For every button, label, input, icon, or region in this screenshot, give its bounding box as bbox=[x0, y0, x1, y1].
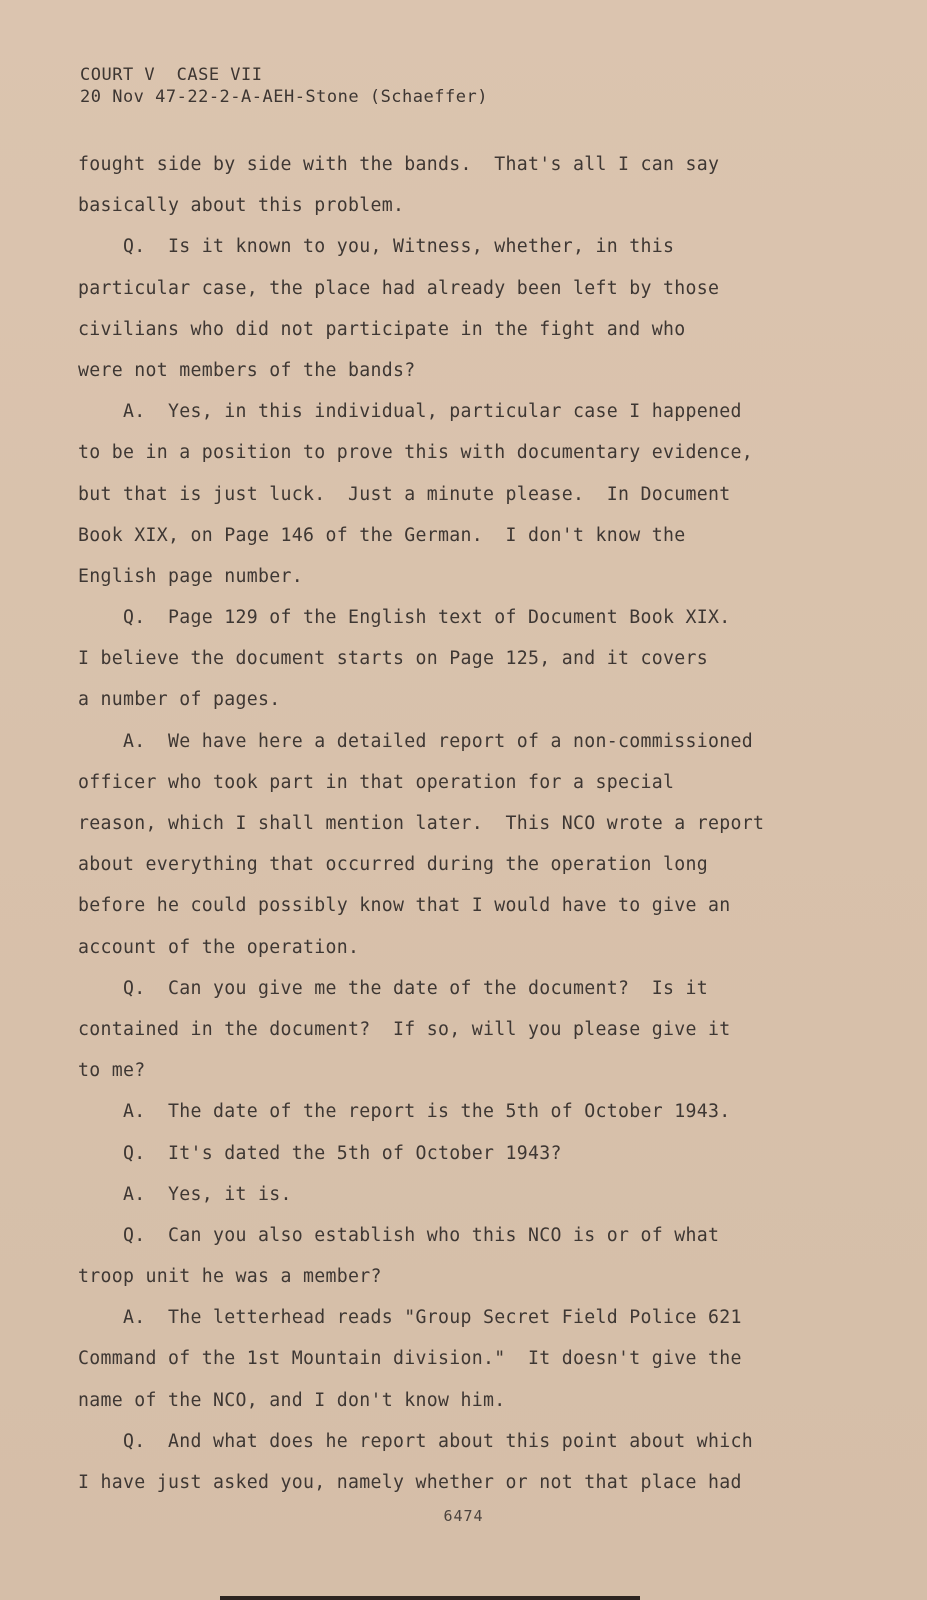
transcript-line: reason, which I shall mention later. This NCO wrote a report bbox=[78, 813, 765, 834]
transcript-line: Q. It's dated the 5th of October 1943? bbox=[78, 1142, 562, 1164]
transcript-line: Command of the 1st Mountain division." It doesn't give the bbox=[78, 1348, 742, 1370]
transcript-line: A. The date of the report is the 5th of October 1943. bbox=[78, 1101, 731, 1123]
transcript-line: A. Yes, it is. bbox=[78, 1183, 292, 1205]
transcript-line: Book XIX, on Page 146 of the German. I don't know the bbox=[78, 524, 686, 546]
transcript-line: civilians who did not participate in the fight and who bbox=[78, 318, 686, 340]
transcript-line: to be in a position to prove this with documentary evidence, bbox=[78, 442, 753, 464]
transcript-line: Q. And what does he report about this point about which bbox=[78, 1430, 753, 1452]
header-date-reference: 20 Nov 47-22-2-A-AEH-Stone (Schaeffer) bbox=[80, 87, 488, 107]
page-bottom-edge bbox=[220, 1596, 640, 1600]
transcript-line: contained in the document? If so, will you please give it bbox=[78, 1018, 731, 1040]
transcript-line: account of the operation. bbox=[78, 936, 360, 958]
transcript-line: Q. Is it known to you, Witness, whether, in this bbox=[78, 236, 675, 258]
transcript-line: A. The letterhead reads "Group Secret Field Police 621 bbox=[78, 1307, 742, 1329]
transcript-line: fought side by side with the bands. That's all I can say bbox=[78, 154, 720, 175]
transcript-line: English page number. bbox=[78, 565, 303, 587]
transcript-line: Q. Can you also establish who this NCO is or of what bbox=[78, 1224, 720, 1246]
transcript-line: I believe the document starts on Page 125, and it covers bbox=[78, 648, 708, 670]
transcript-line: a number of pages. bbox=[78, 689, 281, 711]
transcript-line: Q. Page 129 of the English text of Document Book XIX. bbox=[78, 607, 731, 629]
transcript-line: I have just asked you, namely whether or not that place had bbox=[78, 1472, 742, 1493]
transcript-line: officer who took part in that operation for a special bbox=[78, 771, 675, 793]
transcript-line: were not members of the bands? bbox=[78, 359, 416, 381]
transcript-line: but that is just luck. Just a minute please. In Document bbox=[78, 483, 731, 505]
transcript-line: A. We have here a detailed report of a non-commissioned bbox=[78, 730, 753, 752]
transcript-line: A. Yes, in this individual, particular case I happened bbox=[78, 401, 742, 423]
page-number: 6474 bbox=[443, 1507, 484, 1525]
document-header bbox=[80, 64, 488, 108]
transcript-line: troop unit he was a member? bbox=[78, 1266, 382, 1288]
transcript-line: about everything that occurred during the operation long bbox=[78, 854, 708, 876]
transcript-line: Q. Can you give me the date of the document? Is it bbox=[78, 977, 708, 999]
transcript-line: basically about this problem. bbox=[78, 195, 405, 217]
transcript-line: particular case, the place had already been left by those bbox=[78, 277, 720, 299]
header-court-case: COURT V CASE VII bbox=[80, 65, 263, 85]
transcript-line: name of the NCO, and I don't know him. bbox=[78, 1389, 506, 1411]
transcript-line: before he could possibly know that I would have to give an bbox=[78, 895, 731, 917]
transcript-body bbox=[78, 144, 868, 1503]
transcript-line: to me? bbox=[78, 1060, 146, 1082]
